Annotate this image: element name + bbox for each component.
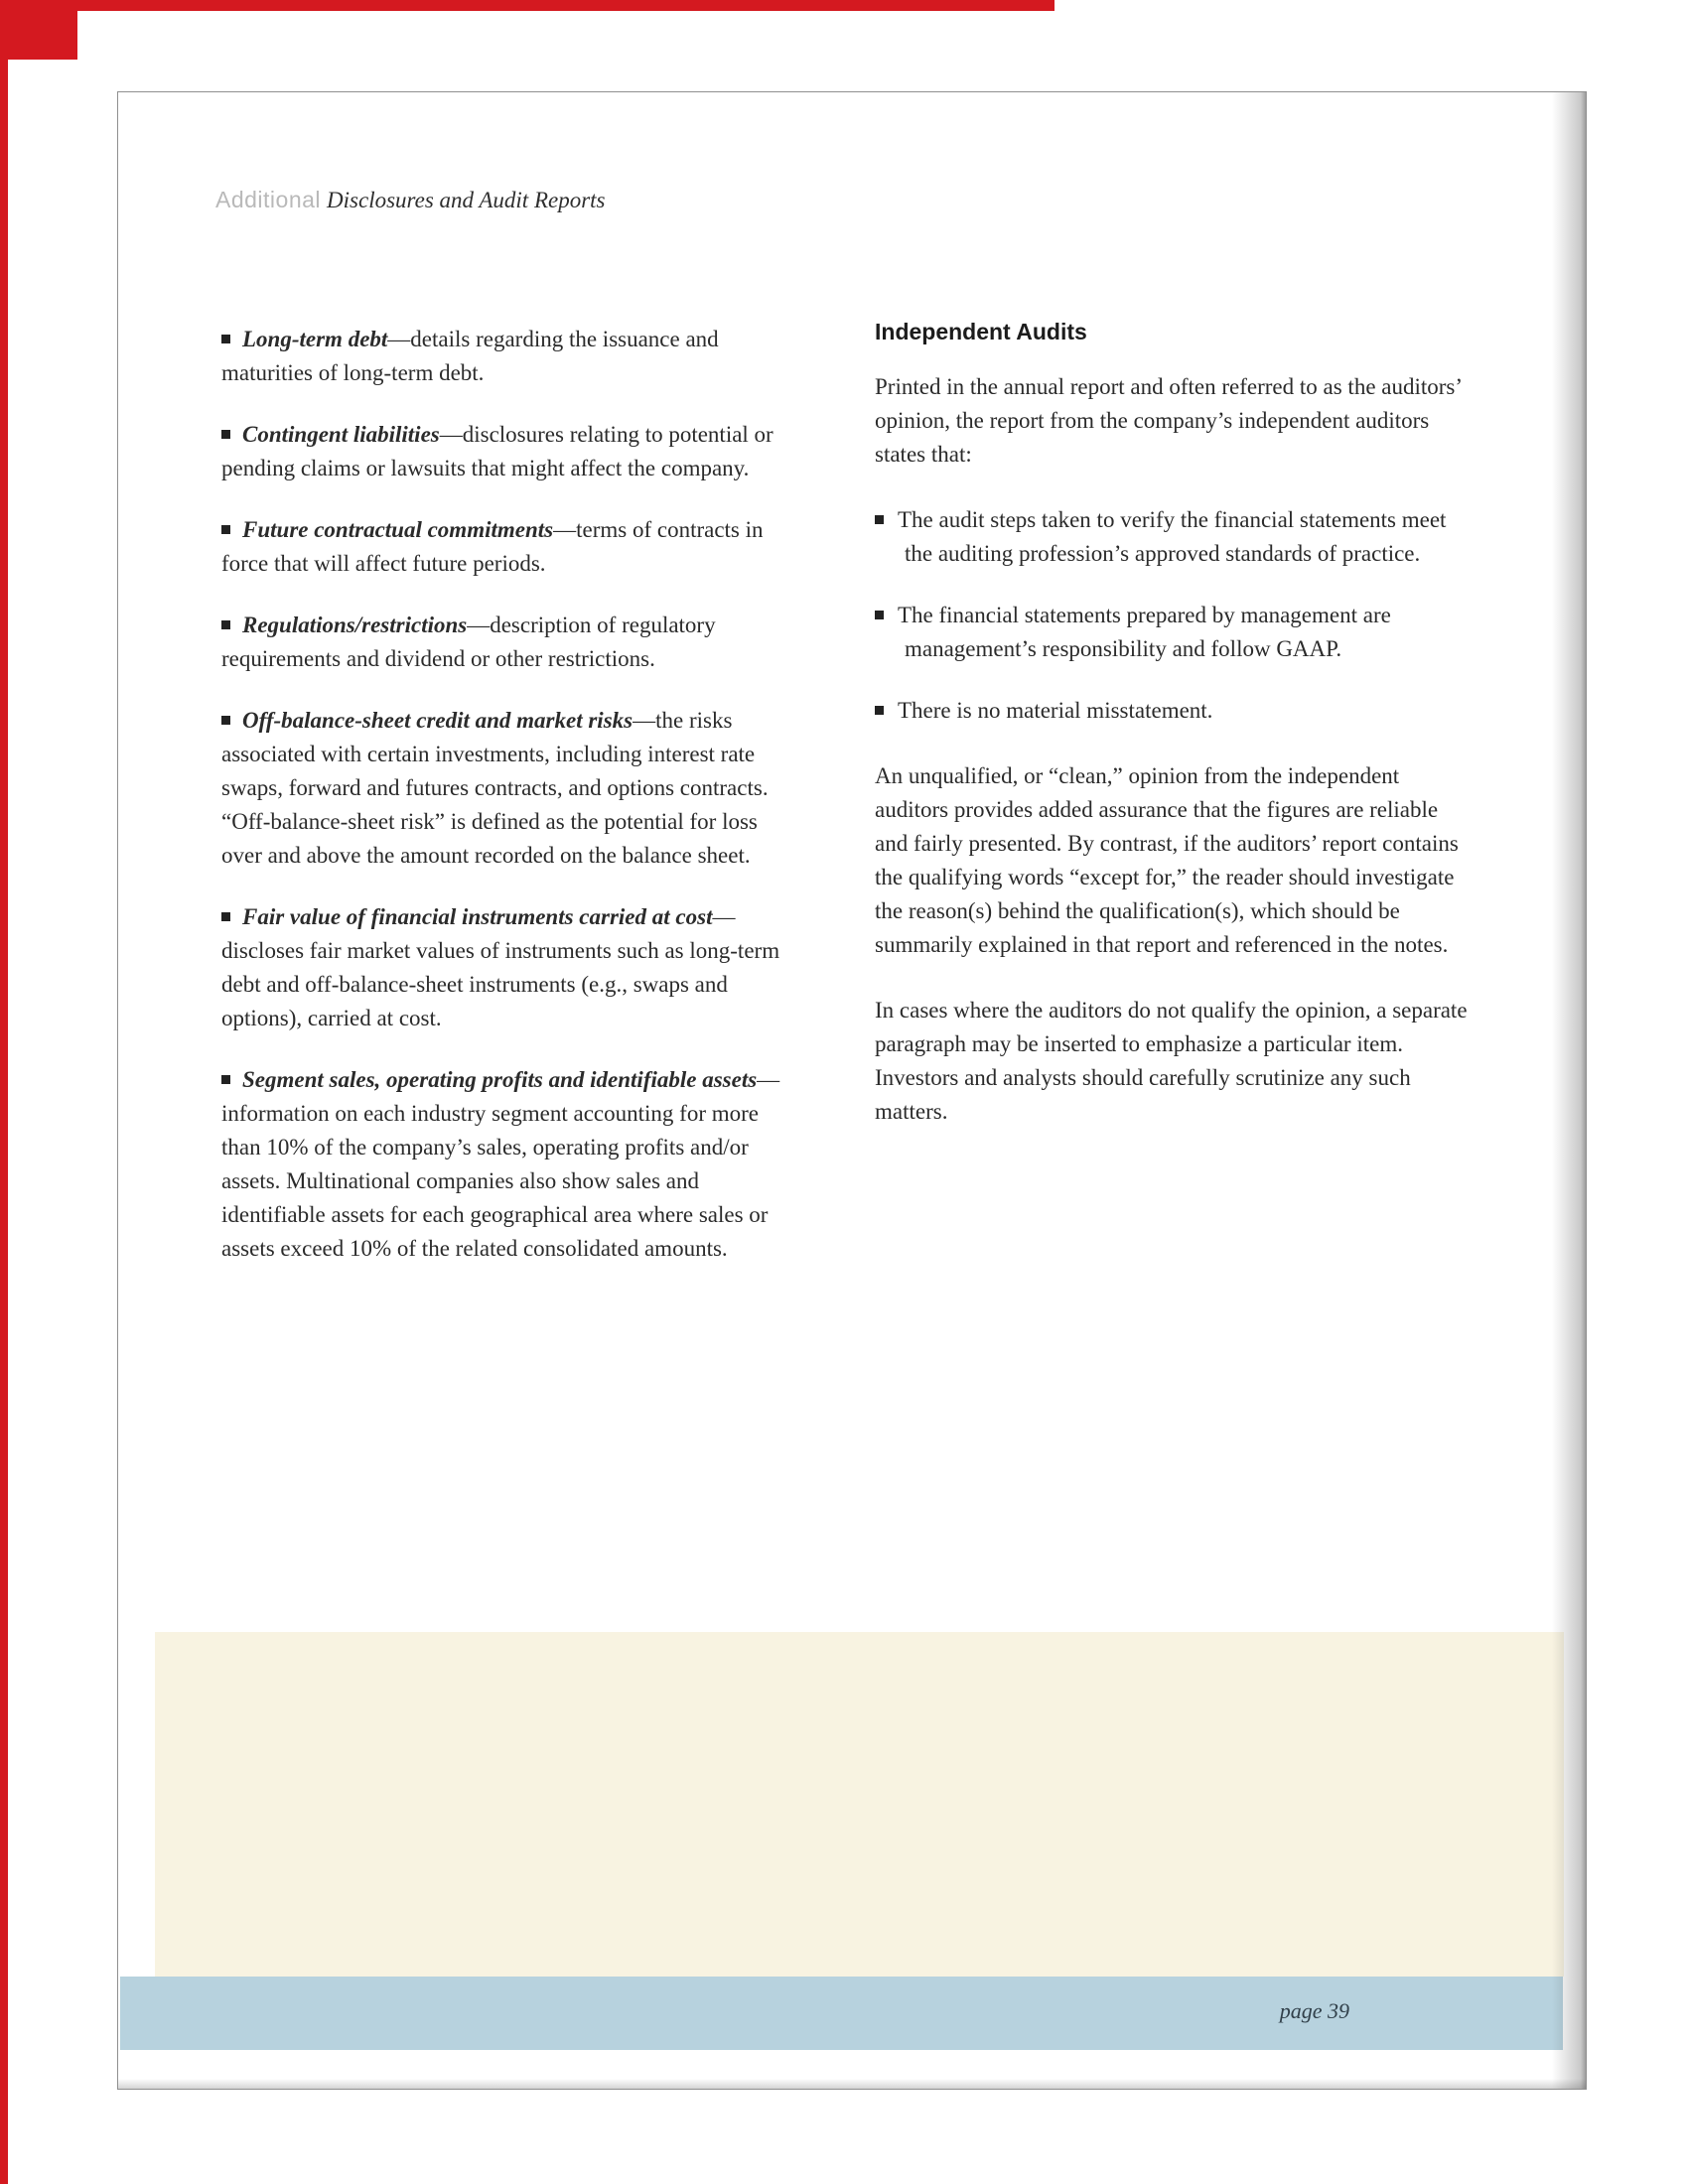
- list-item: [221, 900, 802, 1035]
- section-heading: Independent Audits: [875, 319, 1087, 344]
- page-bottom-shadow: [118, 2079, 1586, 2089]
- bullet-text: The financial statements prepared by management are management’s responsibility and follow GAAP.: [898, 603, 1391, 661]
- list-item: [875, 694, 1471, 728]
- cream-background-band: [155, 1632, 1564, 1977]
- list-item: [221, 609, 802, 676]
- bullet-square-icon: [221, 335, 230, 343]
- bullet-square-icon: [875, 611, 884, 619]
- bullet-text: —information on each industry segment accounting for more than 10% of the company’s sales, operating profits and/or assets. Multinational companies also show sales and identifiable assets for each geographical area where sales or assets exceed 10% of the related consolidated amounts.: [221, 1067, 780, 1261]
- bullet-square-icon: [221, 1075, 230, 1084]
- bullet-square-icon: [221, 525, 230, 534]
- bullet-text: —description of regulatory requirements and dividend or other restrictions.: [221, 613, 716, 671]
- bullet-square-icon: [875, 515, 884, 524]
- red-cover-left-edge: [0, 0, 8, 2184]
- list-item: [875, 599, 1471, 666]
- list-item: [221, 513, 802, 581]
- running-head: [215, 187, 606, 213]
- body-paragraph: An unqualified, or “clean,” opinion from the independent auditors provides added assurance that the figures are reliable and fairly presented. By contrast, if the auditors’ report contains the qualifying words “except for,” the reader should investigate the reason(s) behind the qualification(s), which should be summarily explained in that report and referenced in the notes.: [875, 763, 1459, 957]
- list-item: [221, 418, 802, 485]
- left-column: [221, 323, 802, 1294]
- running-head-prefix: Additional: [215, 187, 322, 212]
- right-column: [875, 315, 1471, 1129]
- red-cover-top-edge: [0, 0, 1055, 11]
- bullet-text: There is no material misstatement.: [898, 698, 1213, 723]
- bullet-square-icon: [221, 430, 230, 439]
- bullet-term: Segment sales, operating profits and identifiable assets: [242, 1067, 758, 1092]
- list-item: [221, 1063, 802, 1266]
- running-head-title: Disclosures and Audit Reports: [327, 188, 606, 212]
- page-number: page 39: [1279, 1998, 1349, 2023]
- bullet-term: Contingent liabilities: [242, 422, 440, 447]
- document-page: [117, 91, 1587, 2090]
- bullet-text: —terms of contracts in force that will affect future periods.: [221, 517, 764, 576]
- list-item: [221, 323, 802, 390]
- bullet-text: —discloses fair market values of instruments such as long-term debt and off-balance-sheet instruments (e.g., swaps and options), carried at cost.: [221, 904, 780, 1030]
- bullet-text: The audit steps taken to verify the financial statements meet the auditing profession’s approved standards of practice.: [898, 507, 1447, 566]
- bullet-term: Regulations/restrictions: [242, 613, 468, 637]
- bullet-square-icon: [221, 716, 230, 725]
- bullet-square-icon: [875, 706, 884, 715]
- bullet-term: Off-balance-sheet credit and market risks: [242, 708, 633, 733]
- red-cover-corner: [0, 0, 77, 60]
- bullet-text: —the risks associated with certain investments, including interest rate swaps, forward and futures contracts, and options contracts. “Off-balance-sheet risk” is defined as the potential for loss over and above the amount recorded on the balance sheet.: [221, 708, 769, 868]
- bullet-text: —details regarding the issuance and maturities of long-term debt.: [221, 327, 719, 385]
- bullet-square-icon: [221, 620, 230, 629]
- bullet-term: Fair value of financial instruments carried at cost: [242, 904, 713, 929]
- list-item: [221, 704, 802, 873]
- bullet-term: Long-term debt: [242, 327, 388, 351]
- intro-paragraph: Printed in the annual report and often referred to as the auditors’ opinion, the report from the company’s independent auditors states that:: [875, 374, 1462, 467]
- body-paragraph: In cases where the auditors do not qualify the opinion, a separate paragraph may be inserted to emphasize a particular item. Investors and analysts should carefully scrutinize any such matters.: [875, 998, 1468, 1124]
- bullet-text: —disclosures relating to potential or pending claims or lawsuits that might affect the company.: [221, 422, 774, 480]
- bullet-square-icon: [221, 912, 230, 921]
- bullet-term: Future contractual commitments: [242, 517, 554, 542]
- list-item: [875, 503, 1471, 571]
